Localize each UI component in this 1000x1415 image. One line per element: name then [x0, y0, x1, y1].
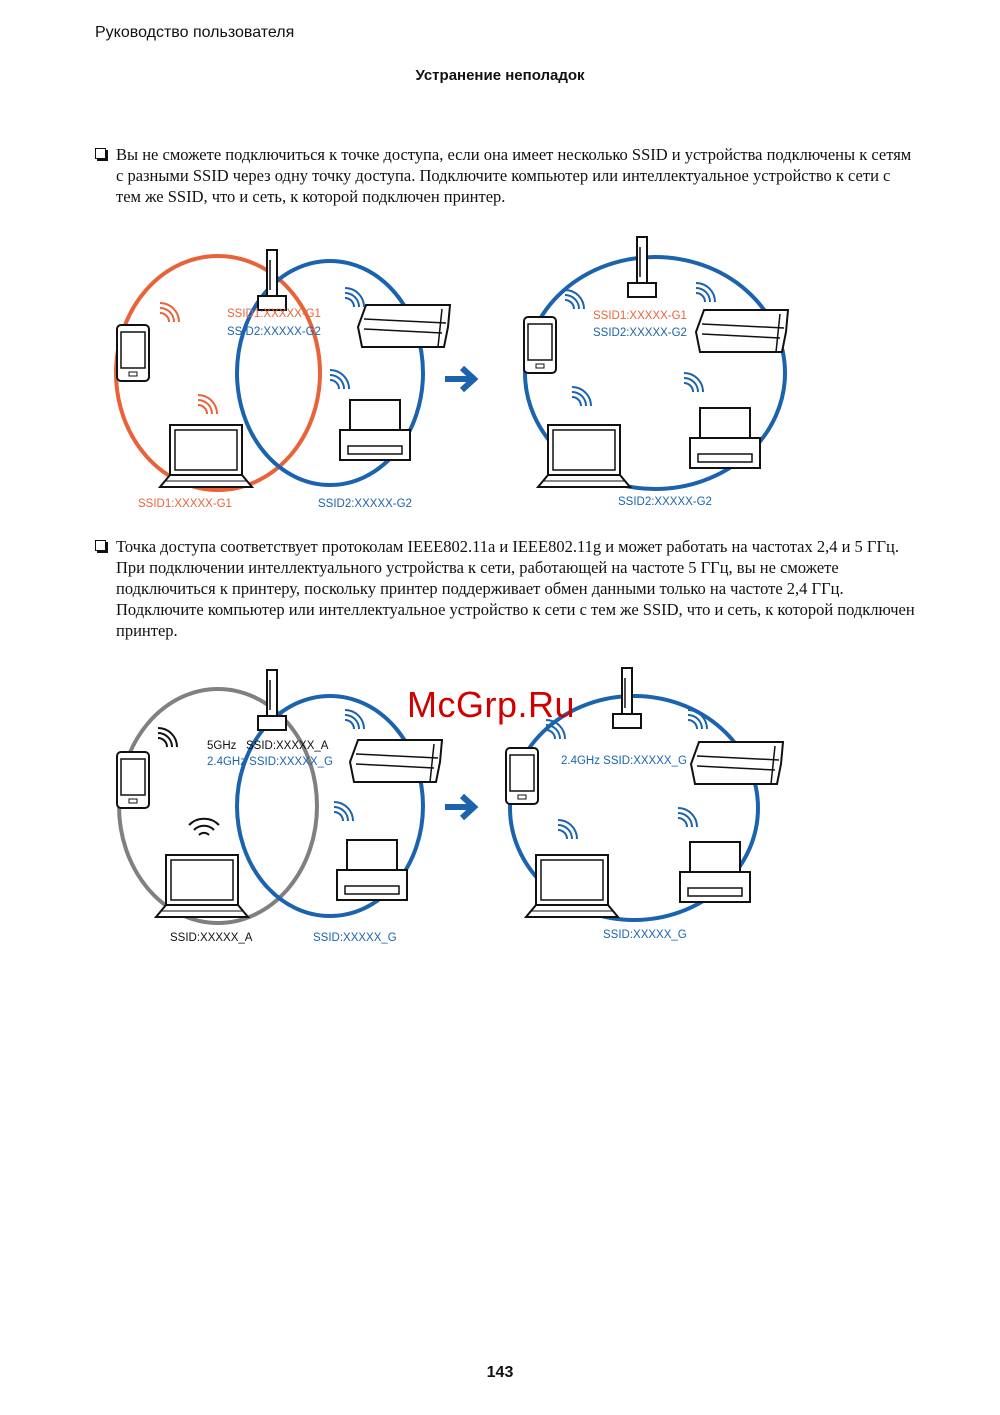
- printer-icon: [680, 842, 750, 902]
- ssid1-label: SSID1:XXXXX-G1: [227, 308, 321, 320]
- 24ghz-caption: SSID:XXXXX_G: [603, 929, 687, 941]
- laptop-icon: [160, 425, 252, 487]
- wifi-signal-icon: [688, 710, 707, 729]
- printer-icon: [340, 400, 410, 460]
- bullet-item: [95, 536, 915, 641]
- arrow-right-icon: [445, 796, 474, 818]
- checkbox-bullet-icon: [95, 540, 106, 551]
- laptop-icon: [538, 425, 630, 487]
- watermark: McGrp.Ru: [407, 684, 576, 725]
- wifi-signal-icon: [330, 370, 349, 389]
- wifi-signal-icon: [558, 820, 577, 839]
- arrow-right-icon: [445, 368, 474, 390]
- laptop-icon: [526, 855, 618, 917]
- running-header: Руководство пользователя: [95, 24, 295, 41]
- page-number: 143: [486, 1364, 514, 1381]
- ssid1-label: SSID1:XXXXX-G1: [593, 310, 687, 322]
- wifi-signal-icon: [334, 802, 353, 821]
- wifi-signal-icon: [678, 808, 697, 827]
- wifi-signal-icon: [565, 290, 584, 309]
- ssid1-caption: SSID1:XXXXX-G1: [138, 498, 232, 510]
- printer-icon: [358, 305, 450, 347]
- ssid2-caption: SSID2:XXXXX-G2: [618, 496, 712, 508]
- wifi-signal-icon: [160, 303, 179, 322]
- printer-icon: [690, 408, 760, 468]
- 24ghz-ssid-label: 2.4GHz SSID:XXXXX_G: [207, 756, 333, 768]
- printer-icon: [696, 310, 788, 352]
- wifi-signal-icon: [189, 819, 219, 835]
- 5ghz-caption: SSID:XXXXX_A: [170, 932, 253, 944]
- laptop-icon: [156, 855, 248, 917]
- wifi-signal-icon: [696, 283, 715, 302]
- section-title: Устранение неполадок: [415, 67, 585, 84]
- wifi-signal-icon: [572, 387, 591, 406]
- ssid2-label: SSID2:XXXXX-G2: [593, 327, 687, 339]
- bullet-item: [95, 144, 915, 207]
- smartphone-icon: [524, 317, 556, 373]
- bullet-text: Вы не сможете подключиться к точке доступа, если она имеет несколько SSID и устройства подключены к сетям с разными SSID через одну точку доступа. Подключите компьютер или интеллектуальное устройство к сети с тем же SSID, что и сеть, к которой подключен принтер.: [116, 145, 912, 206]
- ssid2-caption: SSID2:XXXXX-G2: [318, 498, 412, 510]
- smartphone-icon: [117, 325, 149, 381]
- 5ghz-ssid-label: 5GHz SSID:XXXXX_A: [207, 740, 329, 752]
- 24ghz-ssid-label: 2.4GHz SSID:XXXXX_G: [561, 755, 687, 767]
- checkbox-bullet-icon: [95, 148, 106, 159]
- wifi-signal-icon: [345, 288, 364, 307]
- multi-ssid-diagram: [0, 225, 1000, 525]
- printer-icon: [691, 742, 783, 784]
- bullet-text: Точка доступа соответствует протоколам IEEE802.11a и IEEE802.11g и может работать на частотах 2,4 и 5 ГГц. При подключении интеллектуального устройства к сети, работающей на частоте 5 ГГц, вы не сможете подключиться к принтеру, поскольку принтер поддерживает обмен данными только на частоте 2,4 ГГц. Подключите компьютер или интеллектуальное устройство к сети с тем же SSID, что и сеть, к которой подключен принтер.: [116, 537, 915, 640]
- printer-icon: [350, 740, 442, 782]
- ssid2-label: SSID2:XXXXX-G2: [227, 326, 321, 338]
- wifi-signal-icon: [345, 710, 364, 729]
- printer-icon: [337, 840, 407, 900]
- wifi-signal-icon: [198, 395, 217, 414]
- smartphone-icon: [506, 748, 538, 804]
- 24ghz-caption: SSID:XXXXX_G: [313, 932, 397, 944]
- wifi-signal-icon: [158, 728, 177, 747]
- access-point-icon: [628, 237, 656, 297]
- smartphone-icon: [117, 752, 149, 808]
- wifi-signal-icon: [684, 373, 703, 392]
